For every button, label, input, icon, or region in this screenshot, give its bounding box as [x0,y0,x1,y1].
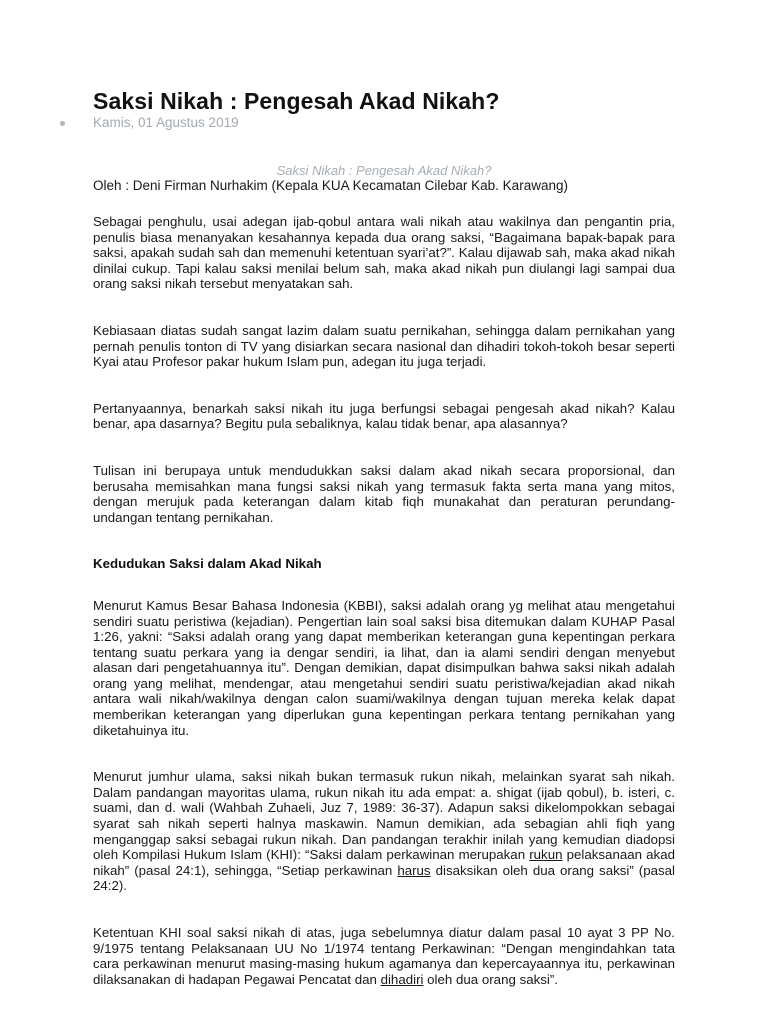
text-span: disaksikan oleh dua orang saksi” (pasal 24:2). [93,862,675,894]
section-paragraph-2 [93,769,675,894]
article-body [93,214,675,1018]
text-span: pelaksanaan akad nikah” (pasal 24:1), sehingga, “Setiap perkawinan [93,847,675,878]
text-span: Menurut jumhur ulama, saksi nikah bukan termasuk rukun nikah, melainkan syarat sah nikah. Dalam pandangan mayoritas ulama, rukun nikah itu ada empat: a. shigat (ijab qobul), b. isteri, c. suami, dan d. wali (Wahbah Zuhaeli, Juz 7, 1989: 36-37). Adapun saksi dikelompokkan sebagai syarat sah nikah seperti halnya maskawin. Namun demikian, ada sebagian ahli fiqh yang menganggap saksi sebagai rukun nikah. Dan pandangan terakhir inilah yang kemudian diadopsi oleh Kompilasi Hukum Islam (KHI): “Saksi dalam perkawinan merupakan [93,769,675,863]
section-paragraph-3 [93,925,675,987]
article-title: Saksi Nikah : Pengesah Akad Nikah? [93,88,500,114]
paragraph-3: Pertanyaannya, benarkah saksi nikah itu juga berfungsi sebagai pengesah akad nikah? Kalau benar, apa dasarnya? Begitu pula sebaliknya, kalau tidak benar, apa alasannya? [93,400,675,432]
text-span: Ketentuan KHI soal saksi nikah di atas, juga sebelumnya diatur dalam pasal 10 ayat 3 PP No. 9/1975 tentang Pelaksanaan UU No 1/1974 tentang Perkawinan: “Dengan mengindahkan tata cara perkawinan menurut masing-masing hukum agamanya dan kepercayaannya itu, perkawinan dilaksanakan di hadapan Pegawai Pencatat dan [93,925,675,987]
text-span: oleh dua orang saksi”. [423,971,558,987]
section-paragraph-1: Menurut Kamus Besar Bahasa Indonesia (KBBI), saksi adalah orang yg melihat atau mengetahui sendiri suatu peristiwa (kejadian). Pengertian lain soal saksi bisa ditemukan dalam KUHAP Pasal 1:26, yakni: “Saksi adalah orang yang dapat memberikan keterangan guna kepentingan perkara tentang suatu perkara yang ia dengar sendiri, ia lihat, dan ia alami sendiri dengan menyebut alasan dari pengetahuannya itu”. Dengan demikian, dapat disimpulkan bahwa saksi nikah adalah orang yang melihat, mendengar, atau mengetahui sendiri suatu peristiwa/kejadian akad nikah antara wali nikah/wakilnya dengan calon suami/wakilnya dengan tujuan mereka kelak dapat memberikan keterangan yang diperlukan guna kepentingan perkara tentang pernikahan yang diketahuinya itu. [93,597,675,738]
bullet-icon [60,121,65,126]
article-date: Kamis, 01 Agustus 2019 [93,115,239,130]
article-author: Oleh : Deni Firman Nurhakim (Kepala KUA Kecamatan Cilebar Kab. Karawang) [93,178,568,193]
article-subtitle: Saksi Nikah : Pengesah Akad Nikah? [276,163,492,178]
paragraph-2: Kebiasaan diatas sudah sangat lazim dalam suatu pernikahan, sehingga dalam pernikahan yang pernah penulis tonton di TV yang disiarkan secara nasional dan dihadiri tokoh-tokoh besar seperti Kyai atau Profesor pakar hukum Islam pun, adegan itu juga terjadi. [93,322,675,370]
paragraph-4: Tulisan ini berupaya untuk mendudukkan saksi dalam akad nikah secara proporsional, dan berusaha memisahkan mana fungsi saksi nikah yang termasuk fakta serta mana yang mitos, dengan merujuk pada keterangan dalam kitab fiqh munakahat dan peraturan perundang-undangan tentang pernikahan. [93,462,675,525]
section-heading: Kedudukan Saksi dalam Akad Nikah [93,556,322,572]
underlined-term: dihadiri [380,971,424,987]
underlined-term: harus [397,862,431,878]
paragraph-1: Sebagai penghulu, usai adegan ijab-qobul antara wali nikah atau wakilnya dan pengantin pria, penulis biasa menanyakan kesahannya kepada dua orang saksi, “Bagaimana bapak-bapak para saksi, apakah sudah sah dan memenuhi ketentuan syari’at?”. Kalau dijawab sah, maka akad nikah dinilai cukup. Tapi kalau saksi menilai belum sah, maka akad nikah pun diulangi lagi sampai dua orang saksi nikah tersebut menyatakan sah. [93,214,675,292]
underlined-term: rukun [529,847,563,863]
